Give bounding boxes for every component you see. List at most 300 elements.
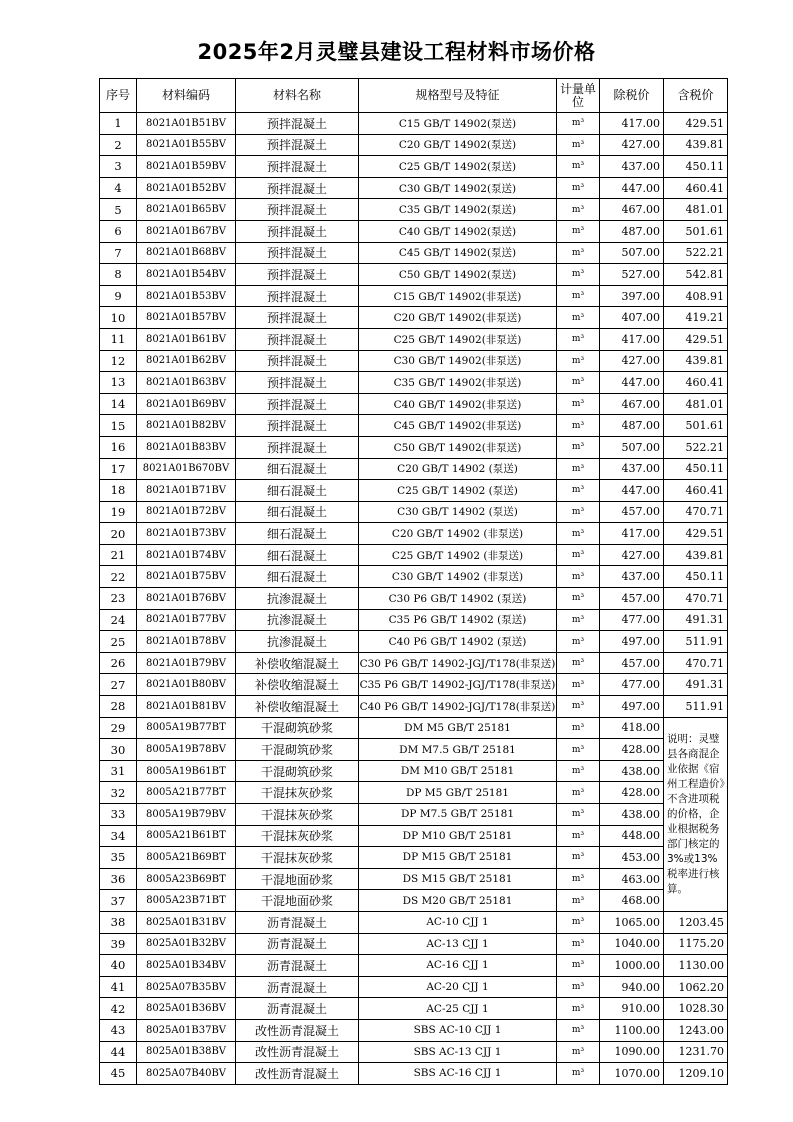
cell-code: 8025A07B40BV [137,1063,236,1085]
cell-no: 36 [100,868,137,890]
cell-code: 8005A21B77BT [137,782,236,804]
cell-price-ex-tax: 457.00 [600,588,664,610]
cell-price-in-tax: 481.01 [664,199,728,221]
cell-code: 8021A01B62BV [137,350,236,372]
cell-code: 8021A01B83BV [137,436,236,458]
cell-name: 抗渗混凝土 [236,631,359,653]
table-row [100,1019,728,1041]
cell-price-ex-tax: 1090.00 [600,1041,664,1063]
table-row [100,199,728,221]
cell-no: 2 [100,134,137,156]
cell-unit: m³ [557,955,600,977]
cell-price-in-tax: 470.71 [664,588,728,610]
cell-code: 8021A01B79BV [137,652,236,674]
cell-price-ex-tax: 477.00 [600,609,664,631]
cell-price-ex-tax: 1070.00 [600,1063,664,1085]
cell-price-in-tax: 460.41 [664,480,728,502]
cell-no: 41 [100,976,137,998]
cell-spec: C30 GB/T 14902(泵送) [359,177,557,199]
cell-name: 预拌混凝土 [236,242,359,264]
cell-price-ex-tax: 428.00 [600,739,664,761]
cell-unit: m³ [557,372,600,394]
cell-price-ex-tax: 397.00 [600,285,664,307]
table-row [100,782,728,804]
cell-name: 干混抹灰砂浆 [236,847,359,869]
table-row [100,436,728,458]
cell-name: 补偿收缩混凝土 [236,696,359,718]
cell-name: 预拌混凝土 [236,307,359,329]
table-row [100,501,728,523]
cell-code: 8021A01B68BV [137,242,236,264]
cell-unit: m³ [557,696,600,718]
cell-name: 细石混凝土 [236,480,359,502]
cell-price-in-tax: 439.81 [664,350,728,372]
cell-spec: C35 P6 GB/T 14902-JGJ/T178(非泵送) [359,674,557,696]
price-table [99,78,728,1085]
cell-no: 33 [100,804,137,826]
table-row [100,847,728,869]
cell-price-ex-tax: 1065.00 [600,911,664,933]
cell-price-ex-tax: 477.00 [600,674,664,696]
cell-price-ex-tax: 417.00 [600,328,664,350]
cell-unit: m³ [557,911,600,933]
cell-price-ex-tax: 427.00 [600,544,664,566]
cell-spec: C45 GB/T 14902(非泵送) [359,415,557,437]
cell-no: 44 [100,1041,137,1063]
cell-unit: m³ [557,868,600,890]
table-row [100,307,728,329]
cell-price-in-tax: 429.51 [664,523,728,545]
cell-price-ex-tax: 1100.00 [600,1019,664,1041]
cell-code: 8021A01B74BV [137,544,236,566]
cell-price-ex-tax: 447.00 [600,480,664,502]
table-row [100,674,728,696]
table-row [100,609,728,631]
cell-price-in-tax: 460.41 [664,177,728,199]
cell-price-ex-tax: 418.00 [600,717,664,739]
cell-spec: AC-13 CJJ 1 [359,933,557,955]
table-row [100,156,728,178]
cell-unit: m³ [557,199,600,221]
cell-price-in-tax: 542.81 [664,264,728,286]
cell-price-ex-tax: 527.00 [600,264,664,286]
cell-price-in-tax: 439.81 [664,134,728,156]
cell-price-in-tax: 501.61 [664,415,728,437]
cell-price-in-tax: 501.61 [664,220,728,242]
cell-code: 8021A01B57BV [137,307,236,329]
table-row [100,264,728,286]
cell-no: 4 [100,177,137,199]
header-price-in-tax: 含税价 [664,79,728,113]
cell-code: 8025A01B36BV [137,998,236,1020]
cell-no: 14 [100,393,137,415]
table-row [100,544,728,566]
cell-price-in-tax: 450.11 [664,458,728,480]
cell-no: 40 [100,955,137,977]
table-row [100,890,728,912]
cell-unit: m³ [557,1041,600,1063]
cell-code: 8021A01B55BV [137,134,236,156]
cell-name: 干混砌筑砂浆 [236,760,359,782]
cell-no: 3 [100,156,137,178]
cell-name: 沥青混凝土 [236,955,359,977]
cell-spec: SBS AC-13 CJJ 1 [359,1041,557,1063]
cell-unit: m³ [557,1063,600,1085]
cell-code: 8021A01B82BV [137,415,236,437]
cell-code: 8021A01B670BV [137,458,236,480]
cell-no: 27 [100,674,137,696]
cell-name: 预拌混凝土 [236,285,359,307]
cell-no: 19 [100,501,137,523]
cell-code: 8005A21B69BT [137,847,236,869]
table-row [100,393,728,415]
table-row [100,652,728,674]
page-title: 2025年2月灵璧县建设工程材料市场价格 [197,40,596,64]
cell-spec: C40 P6 GB/T 14902 (泵送) [359,631,557,653]
cell-no: 12 [100,350,137,372]
table-header-row [100,79,728,113]
cell-unit: m³ [557,458,600,480]
cell-unit: m³ [557,588,600,610]
cell-no: 18 [100,480,137,502]
cell-price-in-tax: 439.81 [664,544,728,566]
cell-price-in-tax: 522.21 [664,242,728,264]
cell-code: 8025A01B37BV [137,1019,236,1041]
cell-price-ex-tax: 468.00 [600,890,664,912]
cell-price-ex-tax: 437.00 [600,458,664,480]
cell-name: 干混抹灰砂浆 [236,804,359,826]
cell-price-in-tax: 491.31 [664,674,728,696]
table-row [100,717,728,739]
cell-spec: C40 GB/T 14902(泵送) [359,220,557,242]
cell-spec: C25 GB/T 14902(泵送) [359,156,557,178]
cell-unit: m³ [557,933,600,955]
cell-name: 预拌混凝土 [236,415,359,437]
cell-price-ex-tax: 457.00 [600,652,664,674]
cell-spec: C25 GB/T 14902 (泵送) [359,480,557,502]
cell-code: 8021A01B76BV [137,588,236,610]
cell-unit: m³ [557,609,600,631]
cell-unit: m³ [557,156,600,178]
cell-no: 23 [100,588,137,610]
table-row [100,631,728,653]
cell-unit: m³ [557,1019,600,1041]
cell-price-in-tax: 408.91 [664,285,728,307]
cell-no: 45 [100,1063,137,1085]
cell-code: 8005A19B77BT [137,717,236,739]
cell-price-in-tax: 429.51 [664,328,728,350]
cell-spec: SBS AC-16 CJJ 1 [359,1063,557,1085]
cell-unit: m³ [557,264,600,286]
cell-name: 预拌混凝土 [236,350,359,372]
cell-name: 预拌混凝土 [236,436,359,458]
cell-unit: m³ [557,415,600,437]
cell-name: 细石混凝土 [236,523,359,545]
cell-price-ex-tax: 487.00 [600,220,664,242]
cell-unit: m³ [557,804,600,826]
cell-unit: m³ [557,976,600,998]
cell-name: 干混地面砂浆 [236,868,359,890]
cell-name: 沥青混凝土 [236,998,359,1020]
cell-unit: m³ [557,782,600,804]
cell-code: 8025A07B35BV [137,976,236,998]
cell-price-ex-tax: 428.00 [600,782,664,804]
cell-unit: m³ [557,350,600,372]
cell-code: 8021A01B67BV [137,220,236,242]
cell-price-in-tax: 1175.20 [664,933,728,955]
cell-price-ex-tax: 457.00 [600,501,664,523]
cell-no: 28 [100,696,137,718]
table-row [100,134,728,156]
table-row [100,825,728,847]
note-cell: 说明：灵璧县各商混企业依据《宿州工程造价》不含进项税的价格，企业根据税务部门核定的3%或13%税率进行核算。 [664,717,728,911]
cell-no: 21 [100,544,137,566]
cell-price-ex-tax: 437.00 [600,156,664,178]
cell-price-ex-tax: 448.00 [600,825,664,847]
cell-unit: m³ [557,177,600,199]
cell-no: 5 [100,199,137,221]
cell-spec: DS M15 GB/T 25181 [359,868,557,890]
table-row [100,696,728,718]
table-row [100,1063,728,1085]
cell-name: 沥青混凝土 [236,933,359,955]
cell-code: 8025A01B31BV [137,911,236,933]
cell-name: 干混抹灰砂浆 [236,825,359,847]
cell-unit: m³ [557,890,600,912]
cell-no: 31 [100,760,137,782]
table-row [100,328,728,350]
cell-unit: m³ [557,242,600,264]
cell-no: 24 [100,609,137,631]
cell-no: 39 [100,933,137,955]
cell-no: 17 [100,458,137,480]
cell-name: 沥青混凝土 [236,911,359,933]
cell-name: 细石混凝土 [236,566,359,588]
cell-spec: AC-16 CJJ 1 [359,955,557,977]
cell-unit: m³ [557,220,600,242]
header-unit: 计量单位 [557,79,600,113]
cell-name: 细石混凝土 [236,501,359,523]
cell-code: 8005A23B69BT [137,868,236,890]
cell-spec: C20 GB/T 14902(泵送) [359,134,557,156]
cell-spec: C35 GB/T 14902(非泵送) [359,372,557,394]
cell-price-ex-tax: 417.00 [600,113,664,135]
cell-price-in-tax: 1209.10 [664,1063,728,1085]
table-row [100,588,728,610]
cell-spec: C50 GB/T 14902(非泵送) [359,436,557,458]
cell-spec: C15 GB/T 14902(泵送) [359,113,557,135]
cell-no: 11 [100,328,137,350]
table-row [100,911,728,933]
table-row [100,955,728,977]
cell-code: 8005A21B61BT [137,825,236,847]
cell-code: 8021A01B81BV [137,696,236,718]
table-row [100,566,728,588]
cell-code: 8021A01B51BV [137,113,236,135]
cell-code: 8021A01B77BV [137,609,236,631]
cell-no: 6 [100,220,137,242]
cell-unit: m³ [557,480,600,502]
cell-name: 补偿收缩混凝土 [236,674,359,696]
cell-price-in-tax: 1130.00 [664,955,728,977]
cell-price-in-tax: 1028.30 [664,998,728,1020]
cell-name: 抗渗混凝土 [236,609,359,631]
cell-no: 30 [100,739,137,761]
cell-name: 干混地面砂浆 [236,890,359,912]
cell-price-in-tax: 470.71 [664,652,728,674]
cell-unit: m³ [557,566,600,588]
cell-price-ex-tax: 427.00 [600,134,664,156]
cell-spec: DP M7.5 GB/T 25181 [359,804,557,826]
cell-name: 预拌混凝土 [236,134,359,156]
table-row [100,113,728,135]
cell-code: 8005A19B78BV [137,739,236,761]
cell-name: 干混砌筑砂浆 [236,739,359,761]
cell-code: 8021A01B69BV [137,393,236,415]
cell-spec: DP M15 GB/T 25181 [359,847,557,869]
cell-unit: m³ [557,501,600,523]
cell-no: 26 [100,652,137,674]
cell-unit: m³ [557,631,600,653]
cell-spec: C30 GB/T 14902 (非泵送) [359,566,557,588]
cell-unit: m³ [557,544,600,566]
cell-price-ex-tax: 1000.00 [600,955,664,977]
cell-price-in-tax: 1231.70 [664,1041,728,1063]
cell-code: 8005A19B61BT [137,760,236,782]
cell-name: 预拌混凝土 [236,393,359,415]
table-row [100,998,728,1020]
cell-unit: m³ [557,739,600,761]
cell-price-in-tax: 450.11 [664,156,728,178]
cell-price-in-tax: 450.11 [664,566,728,588]
cell-code: 8021A01B72BV [137,501,236,523]
cell-price-ex-tax: 447.00 [600,372,664,394]
cell-unit: m³ [557,113,600,135]
cell-price-in-tax: 470.71 [664,501,728,523]
cell-name: 补偿收缩混凝土 [236,652,359,674]
cell-unit: m³ [557,717,600,739]
cell-spec: DP M5 GB/T 25181 [359,782,557,804]
cell-price-ex-tax: 447.00 [600,177,664,199]
cell-spec: C40 GB/T 14902(非泵送) [359,393,557,415]
cell-price-in-tax: 460.41 [664,372,728,394]
cell-price-ex-tax: 497.00 [600,631,664,653]
cell-spec: C20 GB/T 14902 (泵送) [359,458,557,480]
cell-spec: C35 P6 GB/T 14902 (泵送) [359,609,557,631]
cell-spec: C30 P6 GB/T 14902-JGJ/T178(非泵送) [359,652,557,674]
cell-unit: m³ [557,523,600,545]
cell-price-ex-tax: 1040.00 [600,933,664,955]
cell-price-ex-tax: 417.00 [600,523,664,545]
cell-price-in-tax: 491.31 [664,609,728,631]
cell-spec: C50 GB/T 14902(泵送) [359,264,557,286]
cell-code: 8021A01B73BV [137,523,236,545]
cell-no: 38 [100,911,137,933]
cell-code: 8021A01B53BV [137,285,236,307]
header-no: 序号 [100,79,137,113]
table-row [100,242,728,264]
cell-price-in-tax: 511.91 [664,631,728,653]
cell-name: 预拌混凝土 [236,264,359,286]
cell-no: 25 [100,631,137,653]
cell-price-in-tax: 481.01 [664,393,728,415]
cell-unit: m³ [557,825,600,847]
cell-spec: C45 GB/T 14902(泵送) [359,242,557,264]
cell-spec: C25 GB/T 14902 (非泵送) [359,544,557,566]
cell-no: 37 [100,890,137,912]
cell-price-in-tax: 511.91 [664,696,728,718]
cell-name: 干混砌筑砂浆 [236,717,359,739]
cell-no: 16 [100,436,137,458]
cell-spec: C15 GB/T 14902(非泵送) [359,285,557,307]
table-row [100,804,728,826]
cell-name: 沥青混凝土 [236,976,359,998]
cell-name: 预拌混凝土 [236,177,359,199]
table-row [100,480,728,502]
cell-code: 8021A01B65BV [137,199,236,221]
cell-spec: C30 GB/T 14902(非泵送) [359,350,557,372]
table-row [100,933,728,955]
cell-no: 9 [100,285,137,307]
cell-spec: AC-20 CJJ 1 [359,976,557,998]
cell-no: 10 [100,307,137,329]
cell-spec: AC-25 CJJ 1 [359,998,557,1020]
cell-name: 预拌混凝土 [236,156,359,178]
cell-spec: C40 P6 GB/T 14902-JGJ/T178(非泵送) [359,696,557,718]
cell-unit: m³ [557,998,600,1020]
cell-no: 34 [100,825,137,847]
cell-spec: C30 GB/T 14902 (泵送) [359,501,557,523]
table-row [100,372,728,394]
cell-no: 43 [100,1019,137,1041]
cell-name: 细石混凝土 [236,458,359,480]
cell-name: 预拌混凝土 [236,199,359,221]
cell-no: 42 [100,998,137,1020]
cell-unit: m³ [557,307,600,329]
cell-unit: m³ [557,674,600,696]
cell-name: 细石混凝土 [236,544,359,566]
cell-name: 抗渗混凝土 [236,588,359,610]
cell-code: 8021A01B80BV [137,674,236,696]
cell-no: 15 [100,415,137,437]
cell-price-ex-tax: 467.00 [600,199,664,221]
cell-name: 改性沥青混凝土 [236,1063,359,1085]
cell-price-ex-tax: 467.00 [600,393,664,415]
cell-spec: C30 P6 GB/T 14902 (泵送) [359,588,557,610]
cell-price-ex-tax: 940.00 [600,976,664,998]
table-row [100,868,728,890]
cell-price-ex-tax: 453.00 [600,847,664,869]
table-row [100,976,728,998]
table-row [100,177,728,199]
cell-name: 预拌混凝土 [236,220,359,242]
cell-code: 8021A01B63BV [137,372,236,394]
cell-name: 干混抹灰砂浆 [236,782,359,804]
cell-code: 8005A19B79BV [137,804,236,826]
cell-unit: m³ [557,652,600,674]
table-row [100,1041,728,1063]
header-code: 材料编码 [137,79,236,113]
cell-code: 8021A01B59BV [137,156,236,178]
cell-code: 8021A01B78BV [137,631,236,653]
cell-no: 35 [100,847,137,869]
cell-spec: SBS AC-10 CJJ 1 [359,1019,557,1041]
cell-price-in-tax: 1062.20 [664,976,728,998]
cell-spec: C35 GB/T 14902(泵送) [359,199,557,221]
cell-unit: m³ [557,134,600,156]
cell-unit: m³ [557,436,600,458]
cell-spec: DM M10 GB/T 25181 [359,760,557,782]
